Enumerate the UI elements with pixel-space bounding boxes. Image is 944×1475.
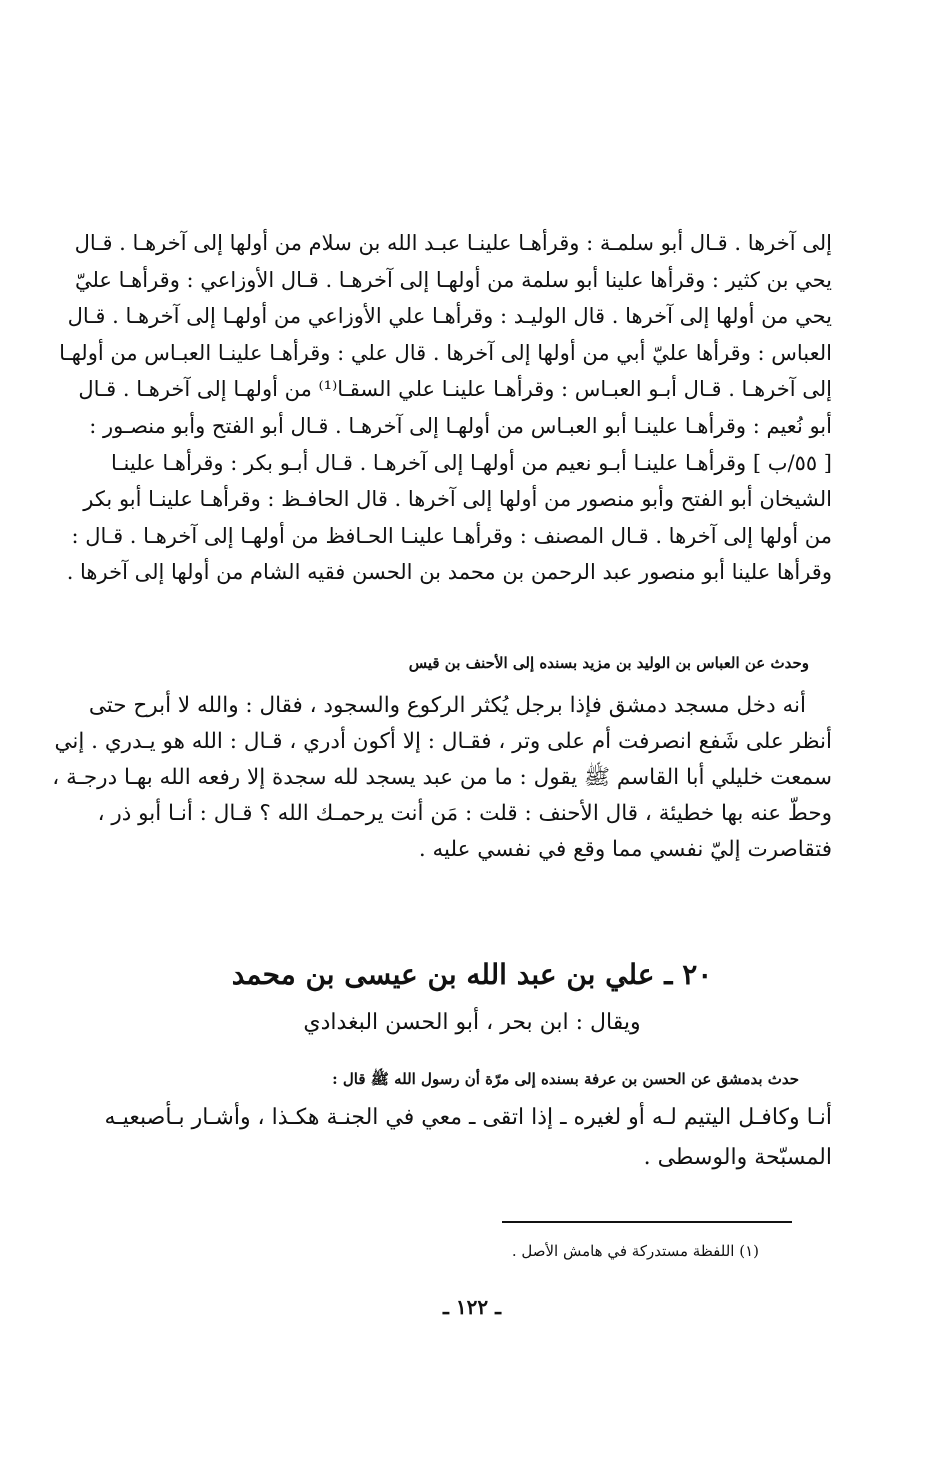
text-line: العباس : وقرأها عليّ أبي من أولها إلى آخرها . قال علي : وقرأهـا علينـا العبـاس من أولهـا — [59, 340, 832, 365]
text-line: إلى آخرها . قـال أبو سلمـة : وقرأهـا علينـا عبـد الله بن سلام من أولها إلى آخرهـا . قـال — [74, 231, 832, 255]
section-subtitle: ويقال : ابن بحر ، أبو الحسن البغدادي — [303, 1010, 641, 1035]
text-line: إلى آخرهـا . قـال أبـو العبـاس : وقرأهـا علينـا علي السقـا⁽¹⁾ من أولهـا إلى آخرهـا . قـال — [78, 377, 832, 402]
hadith-heading: حدث بدمشق عن الحسن بن عرفة بسنده إلى مرّة أن رسول الله ﷺ قال : — [332, 1070, 799, 1088]
footnote: (١) اللفظة مستدركة في هامش الأصل . — [511, 1242, 759, 1260]
text-line: وقرأها علينا أبو منصور عبد الرحمن بن محمد بن الحسن فقيه الشام من أولها إلى آخرها . — [66, 560, 832, 585]
text-line: [ ٥٥/ب ] وقرأهـا علينـا أبـو نعيم من أولهـا إلى آخرهـا . قـال أبـو بكر : وقرأهـا علينـا — [110, 450, 832, 475]
hadith-paragraph — [104, 1098, 832, 1178]
section-title: ٢٠ ـ علي بن عبد الله بن عيسى بن محمد — [231, 958, 713, 991]
text-line: يحي من أولها إلى آخرها . قال الوليـد : وقرأهـا علي الأوزاعي من أولهـا إلى آخرهـا . قـال — [67, 304, 832, 329]
isnad-paragraph — [59, 225, 832, 591]
text-line: فتقاصرت إليّ نفسي مما وقع في نفسي عليه . — [418, 837, 832, 862]
text-line: سمعت خليلي أبا القاسم ﷺ يقول : ما من عبد يسجد لله سجدة إلا رفعه الله بهـا درجـة ، — [52, 765, 832, 790]
text-line: أنظر على شَفع انصرفت أم على وتر ، فقـال : إلا أكون أدري ، قـال : الله هو يـدري . إني — [54, 729, 832, 754]
footnote-divider — [502, 1221, 792, 1223]
text-line: أنه دخل مسجد دمشق فإذا برجل يُكثر الركوع والسجود ، فقال : والله لا أبرح حتى — [88, 693, 806, 718]
text-line: من أولها إلى آخرها . قـال المصنف : وقرأهـا علينـا الحـافظ من أولهـا إلى آخرهـا . قـال : — [71, 523, 832, 548]
text-line: أنـا وكافـل اليتيم لـه أو لغيره ـ إذا اتقى ـ معي في الجنـة هكـذا ، وأشـار بـأصبعيـه — [104, 1105, 832, 1130]
text-line: المسبّحة والوسطى . — [643, 1145, 832, 1170]
text-line: أبو نُعيم : وقرأهـا علينـا أبو العبـاس من أولهـا إلى آخرهـا . قـال أبو الفتح وأبو منصـور : — [89, 413, 832, 438]
hadith-paragraph — [52, 688, 832, 868]
text-line: وحطّ عنه بها خطيئة ، قال الأحنف : قلت : مَن أنت يرحمـك الله ؟ قـال : أنـا أبو ذر ، — [97, 801, 832, 826]
page-number: ـ ١٢٢ ـ — [443, 1295, 501, 1319]
text-line: الشيخان أبو الفتح وأبو منصور من أولها إلى آخرها . قال الحافـظ : وقرأهـا علينـا أبو بكر — [83, 487, 832, 512]
hadith-heading: وحدث عن العباس بن الوليد بن مزيد بسنده إلى الأحنف بن قيس — [408, 654, 809, 672]
text-line: يحي بن كثير : وقرأها علينا أبو سلمة من أولهـا إلى آخرهـا . قـال الأوزاعي : وقرأهـا عليّ — [74, 267, 832, 292]
